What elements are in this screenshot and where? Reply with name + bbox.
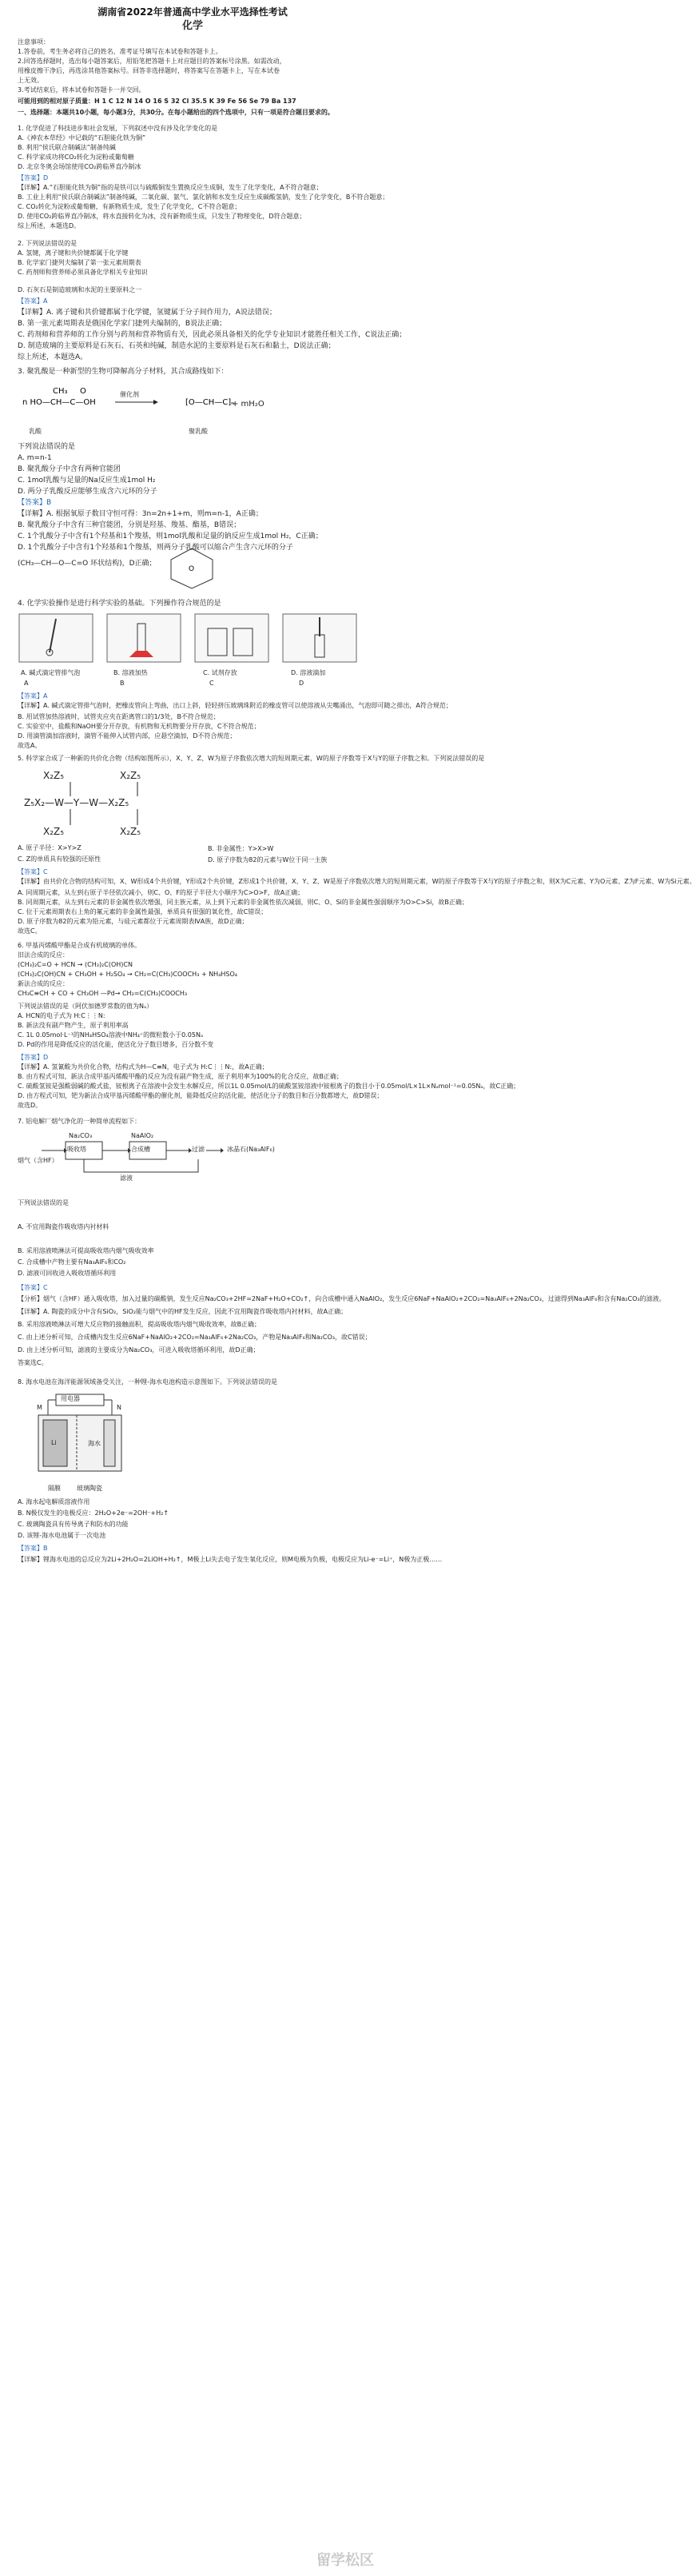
q4-line: B. 用试管加热溶液时，试管夹应夹在距离管口的1/3处，B不符合规范； [18, 713, 220, 720]
q7-line: D. 由上述分析可知，滤液的主要成分为Na₂CO₃，可进入吸收塔循环利用，故D正确； [18, 1346, 260, 1354]
polylactic-synthesis-diagram [18, 381, 257, 437]
note-line: 上无效。 [18, 77, 43, 84]
q8-line: C. 玻璃陶瓷具有传导离子和防水的功能 [18, 1521, 129, 1528]
six-membered-ring-diagram [160, 544, 224, 592]
q3-line: D. 1个乳酸分子中含有1个羟基和1个羧基，则两分子乳酸可以缩合产生含六元环的分子 [18, 544, 293, 552]
battery-label: 海水 [88, 1440, 101, 1447]
q6-line: A. HCN的电子式为 H:C⋮⋮N: [18, 1012, 105, 1019]
flow-step: 吸收塔 [67, 1146, 86, 1153]
flow-reagent: Na₂CO₃ [69, 1132, 93, 1139]
battery-label: 玻璃陶瓷 [77, 1485, 102, 1492]
battery-label: 用电器 [61, 1395, 80, 1402]
answer: 【答案】C [18, 1284, 48, 1291]
answer: 【答案】B [18, 499, 52, 507]
battery-label: Li [51, 1439, 57, 1446]
old-equation-1: (CH₃)₂C=O + HCN → (CH₃)₂C(OH)CN [18, 961, 133, 968]
q5-line: B. 同周期元素，从左到右元素的非金属性依次增强，同主族元素，从上到下元素的非金属性依次减弱，则C、O、Si的非金属性强弱顺序为O>C>Si，故B正确； [18, 899, 468, 906]
answer: 【答案】C [18, 868, 48, 875]
explanation-line: C. 药剂师和营养师的工作分别与药剂和营养物质有关，因此必须具备相关的化学专业知识才能胜任相关工作，C说法正确； [18, 331, 407, 339]
svg-text:Z₅X₂—W—Y—W—X₂Z₅: Z₅X₂—W—Y—W—X₂Z₅ [24, 797, 129, 808]
svg-text:X₂Z₅: X₂Z₅ [120, 826, 141, 837]
watermark-logo: 留学松区 [316, 2552, 374, 2569]
q6-line: D. 由方程式可知，钯为新法合成甲基丙烯酸甲酯的催化剂，能降低反应的活化能，使活化分子的数目和百分数都增大，故D错误； [18, 1092, 384, 1099]
svg-text:X₂Z₅: X₂Z₅ [120, 770, 141, 781]
note-line: 2.回答选择题时，选出每小题答案后，用铅笔把答题卡上对应题目的答案标号涂黑。如需改动， [18, 58, 286, 65]
q5-line: D. 原子序数为82的元素与W位于同一主族 [208, 856, 328, 863]
q5-line: C. Z的单质具有较强的还原性 [18, 855, 101, 863]
answer: 【答案】D [18, 174, 49, 181]
explanation-line: C. CO₂转化为淀粉或葡萄糖，有新物质生成，发生了化学变化，C不符合题意； [18, 203, 241, 210]
q4-line: 故选A。 [18, 742, 42, 749]
option: D. 石灰石是制造玻璃和水泥的主要原料之一 [18, 286, 142, 293]
answer: 【答案】D [18, 1054, 49, 1061]
note-line: 3.考试结束后，将本试卷和答题卡一并交回。 [18, 86, 145, 94]
note-line: 一、选择题：本题共10小题，每小题3分，共30分。在每小题给出的四个选项中，只有一项是符合题目要求的。 [18, 109, 334, 116]
polylactic-acid-label: 聚乳酸 [189, 428, 208, 435]
q7-line: D. 滤液可回收进入吸收塔循环利用 [18, 1270, 117, 1277]
q6-line: B. 由方程式可知，新法合成甲基丙烯酸甲酯的反应为没有副产物生成，原子利用率为100%的化合反应，故B正确； [18, 1073, 343, 1080]
lithium-seawater-battery-diagram [32, 1393, 128, 1481]
explanation-line: D. 制造玻璃的主要原料是石灰石、石英和纯碱，制造水泥的主要原料是石灰石和黏土，D说法正确； [18, 342, 336, 350]
option-d-caption: D. 溶液滴加 [291, 669, 326, 676]
note-line: 可能用到的相对原子质量：H 1 C 12 N 14 O 16 S 32 Cl 35.5 K 39 Fe 56 Se 79 Ba 137 [18, 98, 296, 105]
q3-line: A. m=n-1 [18, 454, 52, 462]
explanation-line: B. 工业上利用“侯氏联合制碱法”制备纯碱，二氧化碳、氨气、氯化钠和水发生反应生成碳酸氢钠，发生了化学变化，B不符合题意； [18, 193, 389, 201]
question-stem: 4. 化学实验操作是进行科学实验的基础。下列操作符合规范的是 [18, 600, 221, 608]
flow-reagent: 滤液 [120, 1174, 133, 1182]
svg-text:n HO—CH—C—OH: n HO—CH—C—OH [22, 398, 96, 407]
q3-line: 【详解】A. 根据氧原子数目守恒可得：3n=2n+1+m，则m=n-1，A正确； [18, 510, 263, 518]
flow-step: 冰晶石(Na₃AlF₆) [227, 1146, 275, 1153]
question-stem: 7. 铝电解厂烟气净化的一种简单流程如下： [18, 1118, 141, 1125]
q3-line: D. 两分子乳酸反应能够生成含六元环的分子 [18, 488, 157, 496]
q4-line: D. 用滴管滴加溶液时，滴管不能伸入试管内部，应悬空滴加，D不符合规范； [18, 732, 237, 740]
q7-line: B. 采用溶液喷淋法可提高吸收塔内烟气吸收效率 [18, 1247, 154, 1254]
flow-step: 烟气（含HF） [18, 1157, 58, 1164]
option-letter: B [120, 680, 125, 687]
option: C. 科学家成功将CO₂转化为淀粉或葡萄糖 [18, 154, 134, 161]
battery-label: 隔膜 [48, 1485, 61, 1492]
q3-line: C. 1个乳酸分子中含有1个羟基和1个羧基，则1mol乳酸和足量的钠反应生成1mol H₂，C正确； [18, 532, 323, 540]
q3-line: B. 聚乳酸分子中含有三种官能团，分别是羟基、羧基、酯基，B错误； [18, 521, 241, 529]
explanation-line: D. 使用CO₂跨临界直冷制冰，将水直接转化为冰，没有新物质生成，只发生了物理变化，D符合题意； [18, 213, 306, 220]
q3-line: (CH₃—CH—O—C=O 环状结构)，D正确； [18, 560, 157, 568]
option: A.《神农本草经》中记载的“石胆能化铁为铜” [18, 134, 146, 142]
option-letter: A [24, 680, 29, 687]
svg-text:X₂Z₅: X₂Z₅ [43, 826, 65, 837]
q5-line: C. 位于元素周期表右上角的氟元素的非金属性最强，单质具有很强的氧化性，故C错误； [18, 908, 268, 915]
answer: 【答案】B [18, 1545, 48, 1552]
lactic-acid-label: 乳酸 [29, 428, 42, 435]
option: D. 北京冬奥会场馆使用CO₂跨临界直冷制冰 [18, 163, 141, 170]
q8-line: D. 该锂-海水电池属于一次电池 [18, 1532, 106, 1539]
exam-subject: 化学 [181, 20, 203, 32]
q6-line: C. 1L 0.05mol·L⁻¹的NH₄HSO₄溶液中NH₄⁺的微粒数小于0.05Nₐ [18, 1031, 204, 1039]
question-stem: 5. 科学家合成了一种新的共价化合物（结构如图所示），X、Y、Z、W为原子序数依次增大的短周期元素，W的原子序数等于X与Y的原子序数之和。下列说法错误的是 [18, 755, 485, 762]
q6-line: 故选D。 [18, 1102, 42, 1109]
svg-text:X₂Z₅: X₂Z₅ [43, 770, 65, 781]
q4-line: 【详解】A. 碱式滴定管排气泡时，把橡皮管向上弯曲，出口上斜，轻轻挤压玻璃珠附近的橡皮管可以使溶液从尖嘴涌出，气泡即可随之排出，A符合规范； [18, 702, 452, 709]
q6-line: D. Pd的作用是降低反应的活化能，使活化分子数目增多，百分数不变 [18, 1041, 214, 1048]
covalent-compound-structure [24, 768, 184, 839]
q6-line: 【详解】A. 氢氰酸为共价化合物，结构式为H—C≡N，电子式为 H:C⋮⋮N:，故A正确； [18, 1063, 268, 1071]
q3-line: C. 1mol乳酸与足量的Na反应生成1mol H₂ [18, 477, 156, 484]
q7-line: B. 采用溶液喷淋法可增大反应物的接触面积，提高吸收塔内烟气吸收效率，故B正确； [18, 1321, 261, 1328]
explanation-line: 【详解】A.“石胆能化铁为铜”指的是铁可以与硫酸铜发生置换反应生成铜，发生了化学变化，A不符合题意； [18, 184, 323, 191]
battery-label: N [117, 1404, 121, 1411]
question-stem: 3. 聚乳酸是一种新型的生物可降解高分子材料，其合成路线如下： [18, 368, 229, 376]
water-product: + mH₂O [232, 400, 264, 409]
option: C. 药剂师和营养师必须具备化学相关专业知识 [18, 269, 148, 276]
old-equation-2: (CH₃)₂C(OH)CN + CH₃OH + H₂SO₄ → CH₂=C(CH₃)COOCH₃ + NH₄HSO₄ [18, 971, 237, 978]
option-letter: D [299, 680, 304, 687]
new-equation: CH₃C≡CH + CO + CH₃OH —Pd→ CH₂=C(CH₃)COOCH₃ [18, 990, 188, 997]
svg-text:O: O [189, 565, 195, 573]
answer: 【答案】A [18, 297, 48, 305]
q5-line: B. 非金属性：Y>X>W [208, 845, 274, 852]
option-b-caption: B. 溶液加热 [113, 669, 148, 676]
old-method-label: 旧法合成的反应： [18, 951, 69, 959]
catalyst-label: 催化剂 [120, 391, 139, 398]
q5-line: 故选C。 [18, 927, 42, 935]
svg-text:[O—CH—C]ₙ: [O—CH—C]ₙ [185, 398, 235, 407]
flow-step: 过滤 [192, 1146, 205, 1153]
note-line: 1.答卷前，考生务必将自己的姓名、准考证号填写在本试卷和答题卡上。 [18, 48, 222, 55]
q5-line: A. 同周期元素，从左到右原子半径依次减小，则C、O、F的原子半径大小顺序为C>O>F，故A正确； [18, 889, 304, 896]
q3-line: B. 聚乳酸分子中含有两种官能团 [18, 465, 121, 473]
q8-line: B. N极仅发生的电极反应：2H₂O+2e⁻=2OH⁻+H₂↑ [18, 1509, 169, 1517]
question-stem: 2. 下列说法错误的是 [18, 240, 78, 247]
q8-line: A. 海水起电解质溶液作用 [18, 1498, 90, 1505]
option: B. 化学家门捷列夫编制了第一张元素周期表 [18, 259, 141, 266]
explanation-line: 综上所述，本题选D。 [18, 222, 81, 229]
q3-line: 下列说法错误的是 [18, 443, 76, 451]
option: B. 利用“侯氏联合制碱法”制备纯碱 [18, 144, 116, 151]
note-line: 注意事项： [18, 38, 50, 46]
option: A. 氢键，离子键和共价键都属于化学键 [18, 249, 129, 257]
option-letter: C [209, 680, 214, 687]
question-stem: 6. 甲基丙烯酸甲酯是合成有机玻璃的单体。 [18, 942, 141, 949]
q5-line: D. 原子序数为82的元素为铅元素，与硅元素都位于元素周期表ⅣA族，故D正确； [18, 918, 249, 925]
q7-line: 答案选C。 [18, 1359, 48, 1366]
explanation-line: B. 第一张元素周期表是俄国化学家门捷列夫编制的，B说法正确； [18, 320, 227, 328]
q7-line: C. 合成槽中产物主要有Na₃AlF₆和CO₂ [18, 1258, 126, 1266]
q8-line: 【详解】锂海水电池的总反应为2Li+2H₂O=2LiOH+H₂↑，M极上Li失去电子发生氧化反应，则M电极为负极，电极反应为Li-e⁻=Li⁺，N极为正极…… [18, 1556, 443, 1563]
question-stem: 8. 海水电池在海洋能源领域备受关注，一种锂-海水电池构造示意图如下。下列说法错误的是 [18, 1378, 278, 1386]
exam-title: 湖南省2022年普通高中学业水平选择性考试 [97, 6, 288, 18]
explanation-line: 综上所述，本题选A。 [18, 353, 88, 361]
q5-line: 【详解】由共价化合物的结构可知，X、W形成4个共价键，Y形成2个共价键，Z形成1个共价键，X、Y、Z、W是原子序数依次增大的短周期元素，W的原子序数等于X与Y的原子序数之和，则X为C元素、Y为O元素、Z为F元素、W为Si元素。 [18, 878, 696, 885]
flow-reagent: NaAlO₂ [131, 1132, 154, 1139]
explanation-line: 【详解】A. 离子键和共价键都属于化学键，氢键属于分子间作用力，A说法错误； [18, 309, 276, 317]
battery-label: M [37, 1404, 42, 1411]
q7-line: 【详解】A. 陶瓷的成分中含有SiO₂，SiO₂能与烟气中的HF发生反应，因此不宜用陶瓷作吸收塔内衬材料，故A正确； [18, 1308, 348, 1315]
q7-line: A. 不宜用陶瓷作吸收塔内衬材料 [18, 1223, 109, 1230]
q4-line: C. 实验室中，盐酸和NaOH要分开存放，有机物和无机物要分开存放，C不符合规范； [18, 723, 261, 730]
q6-line: B. 新法没有副产物产生，原子利用率高 [18, 1022, 129, 1029]
q6-line: 下列说法错误的是（阿伏加德罗常数的值为Nₐ） [18, 1003, 153, 1010]
question-stem: 1. 化学促进了科技进步和社会发展，下列叙述中没有涉及化学变化的是 [18, 125, 218, 132]
q6-line: C. 硫酸氢铵是强酸弱碱的酸式盐，铵根离子在溶液中会发生水解反应，所以1L 0.05mol/L的硫酸氢铵溶液中铵根离子的数目小于0.05mol/L×1L×Nₐmol⁻¹=0.05Nₐ，故C正确； [18, 1083, 520, 1090]
option-c-caption: C. 试剂存放 [203, 669, 237, 676]
flow-step: 合成槽 [131, 1146, 150, 1153]
q7-line: 【分析】烟气（含HF）通入吸收塔，加入过量的碳酸钠，发生反应Na₂CO₃+2HF=2NaF+H₂O+CO₂↑，向合成槽中通入NaAlO₂，发生反应6NaF+NaAlO₂+2CO₂=Na₃AlF₆+2Na₂CO₃，过滤得到Na₃AlF₆和含有Na₂CO₃的滤液。 [18, 1295, 666, 1302]
q7-line: 下列说法错误的是 [18, 1199, 69, 1206]
new-method-label: 新法合成的反应： [18, 980, 69, 987]
answer: 【答案】A [18, 692, 48, 700]
svg-text:CH₃: CH₃ [53, 387, 68, 396]
q7-line: C. 由上述分析可知，合成槽内发生反应6NaF+NaAlO₂+2CO₂=Na₃AlF₆+2Na₂CO₃，产物是Na₃AlF₆和Na₂CO₃，故C错误； [18, 1334, 372, 1341]
note-line: 用橡皮擦干净后，再选涂其他答案标号。回答非选择题时，将答案写在答题卡上，写在本试卷 [18, 67, 280, 74]
q5-line: A. 原子半径：X>Y>Z [18, 844, 82, 851]
option-a-caption: A. 碱式滴定管排气泡 [21, 669, 81, 676]
svg-text:O: O [80, 387, 86, 396]
lab-operations-figures [18, 612, 369, 665]
